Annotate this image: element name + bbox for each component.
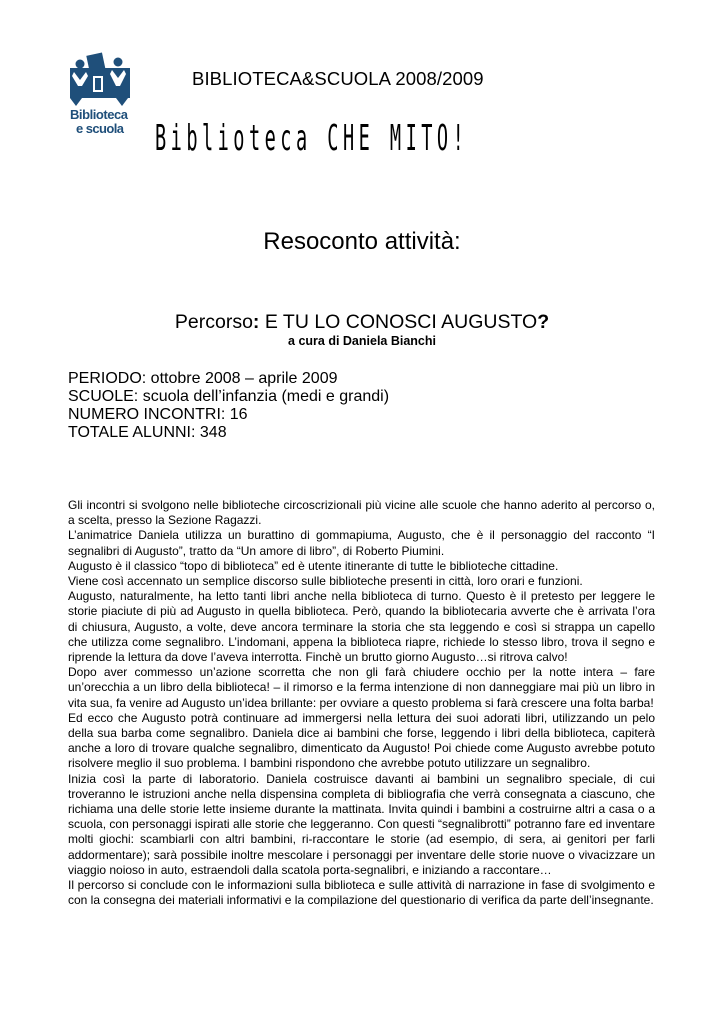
paragraph: L’animatrice Daniela utilizza un burattino di gommapiuma, Augusto, che è il personaggio del racconto “I segnalibri di Augusto”, tratto da “Un amore di libro”, di Roberto Piumini. bbox=[68, 528, 655, 558]
course-question: ? bbox=[537, 311, 550, 333]
logo-line1: Biblioteca bbox=[70, 107, 128, 122]
body-text bbox=[68, 498, 655, 908]
meta-students: TOTALE ALUNNI: 348 bbox=[68, 424, 227, 441]
main-title: Biblioteca CHE MITO! bbox=[155, 118, 469, 160]
logo-figures-icon bbox=[66, 50, 136, 140]
paragraph: Augusto è il classico “topo di biblioteca” ed è utente itinerante di tutte le biblioteche cittadine. bbox=[68, 558, 559, 573]
logo-line2: e scuola bbox=[76, 121, 124, 136]
course-label: Percorso bbox=[174, 311, 253, 333]
paragraph: Dopo aver commesso un’azione scorretta che non gli farà chiudere occhio per la notte intera – fare un’orecchia a un libro della biblioteca! – il rimorso e la ferma intenzione di non danneggiare mai più un libro in vita sua, fa venire ad Augusto un’idea brillante: per ovviare a questo problema si farà crescere una folta barba! bbox=[68, 665, 655, 710]
paragraph: Viene così accennato un semplice discorso sulle biblioteche presenti in città, loro orari e funzioni. bbox=[68, 574, 583, 589]
biblioteca-scuola-logo bbox=[66, 50, 136, 140]
meta-period: PERIODO: ottobre 2008 – aprile 2009 bbox=[68, 370, 338, 387]
paragraph: Gli incontri si svolgono nelle biblioteche circoscrizionali più vicine alle scuole che hanno aderito al percorso o, a scelta, presso la Sezione Ragazzi. bbox=[68, 498, 655, 528]
course-meta bbox=[68, 370, 389, 442]
course-name: E TU LO CONOSCI AUGUSTO bbox=[259, 311, 538, 333]
course-line bbox=[0, 311, 724, 334]
course-colon: : bbox=[252, 311, 260, 333]
paragraph: Augusto, naturalmente, ha letto tanti libri anche nella biblioteca di turno. Questo è il pretesto per leggere le storie piaciute di più ad Augusto in quella biblioteca. Però, quando la bibliotecaria avverte che è arrivata l’ora di chiusura, Augusto, a volte, deve ancora terminare la storia che sta leggendo e così si strappa un capello che utilizza come segnalibro. L’indomani, appena la biblioteca riapre, richiede lo stesso libro, trova il segno e riprende la lettura da dove l’aveva interrotta. Finchè un brutto giorno Augusto…si ritrova calvo! bbox=[68, 589, 655, 665]
meta-meetings: NUMERO INCONTRI: 16 bbox=[68, 406, 248, 423]
report-title: Resoconto attività: bbox=[263, 228, 461, 255]
paragraph: Ed ecco che Augusto potrà continuare ad immergersi nella lettura dei suoi adorati libri, utilizzando un pelo della sua barba come segnalibro. Daniela dice ai bambini che forse, leggendo i libri della biblioteca, capiterà anche a loro di trovare qualche segnalibro, dimenticato da Augusto! Poi chiede come Augusto avrebbe potuto risolvere meglio il suo problema. I bambini rispondono che avrebbe potuto utilizzare un segnalibro. bbox=[68, 710, 655, 771]
header-title: BIBLIOTECA&SCUOLA 2008/2009 bbox=[192, 68, 484, 89]
paragraph: Il percorso si conclude con le informazioni sulla biblioteca e sulle attività di narrazione in fase di svolgimento e con la consegna dei materiali informativi e la compilazione del questionario di verifica da parte dell’insegnante. bbox=[68, 878, 655, 908]
course-curator: a cura di Daniela Bianchi bbox=[288, 334, 436, 348]
meta-schools: SCUOLE: scuola dell’infanzia (medi e grandi) bbox=[68, 388, 390, 405]
paragraph: Inizia così la parte di laboratorio. Daniela costruisce davanti ai bambini un segnalibro speciale, di cui troveranno le istruzioni anche nella dispensina completa di bibliografia che verrà consegnata a ciascuno, che richiama una delle storie lette insieme durante la mattinata. Invita quindi i bambini a costruirne altri a casa o a scuola, con personaggi ispirati alle storie che leggeranno. Con questi “segnalibrotti” potranno fare ed inventare molti giochi: scambiarli con altri bambini, ri-raccontare le storie (ad esempio, di sera, ai genitori per farli addormentare); sarà possibile inoltre mescolare i personaggi per inventare delle storie nuove o vivacizzare un viaggio noioso in auto, estraendoli dalla scatola porta-segnalibri, e iniziando a raccontare… bbox=[68, 771, 655, 877]
